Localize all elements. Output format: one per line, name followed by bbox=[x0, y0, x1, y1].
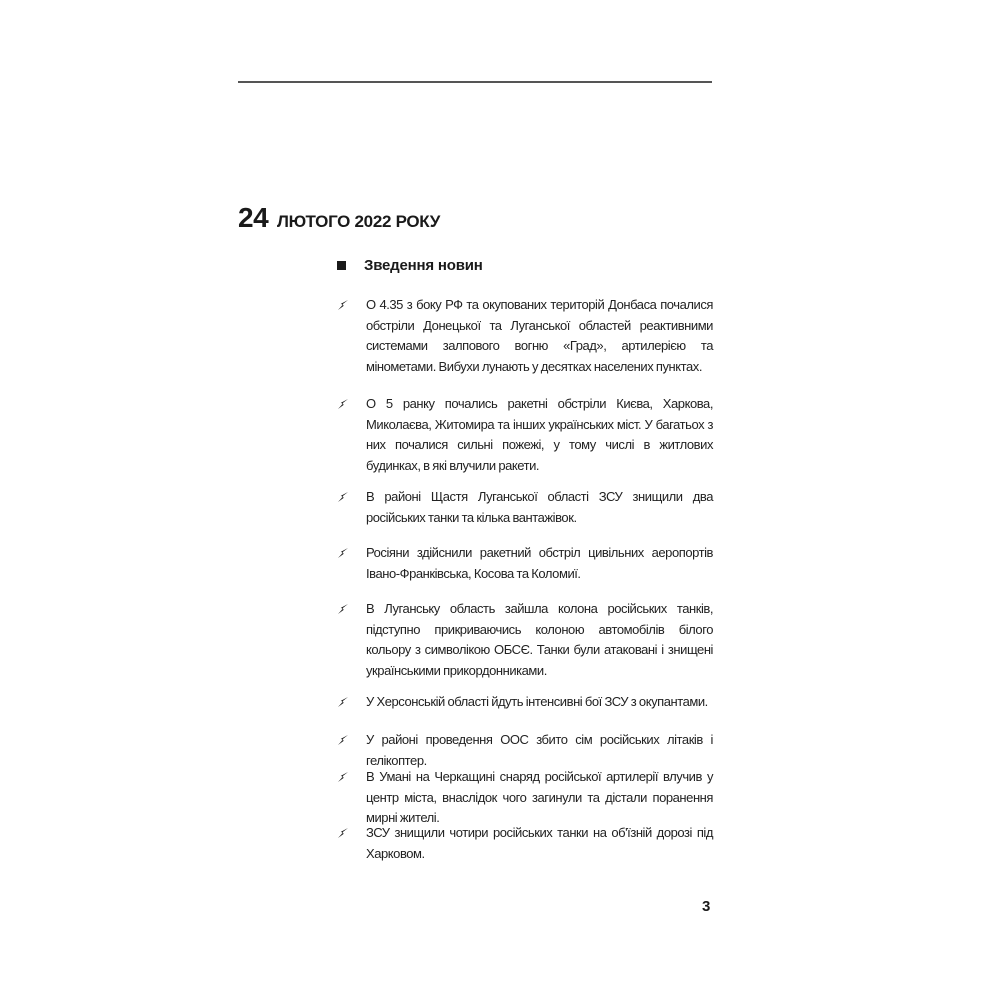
news-item-4 bbox=[337, 543, 713, 584]
news-item-6 bbox=[337, 692, 713, 713]
news-item-text: О 5 ранку почались ракетні обстріли Києва, Харкова, Миколаєва, Житомира та інших українських міст. У багатьох з них почалися сильні пожежі, у тому числі в житлових будинках, в які влучили ракети. bbox=[366, 396, 713, 473]
news-item-3 bbox=[337, 487, 713, 528]
news-item-2 bbox=[337, 394, 713, 476]
news-item-7 bbox=[337, 730, 713, 771]
date-heading-month-year: ЛЮТОГО 2022 РОКУ bbox=[277, 212, 441, 231]
news-item-text: В Умані на Черкащині снаряд російської артилерії влучив у центр міста, внаслідок чого загинули та дістали поранення мирні жителі. bbox=[366, 769, 713, 825]
news-item-text: У районі проведення ООС збито сім російських літаків і гелікоптер. bbox=[366, 732, 713, 768]
news-item-text: О 4.35 з боку РФ та окупованих територій Донбаса почалися обстріли Донецької та Луганської областей реактивними системами залпового вогню «Град», артилерією та мінометами. Вибухи лунають у десятках населених пунктах. bbox=[366, 297, 713, 374]
news-item-text: У Херсонській області йдуть інтенсивні бої ЗСУ з окупантами. bbox=[366, 694, 708, 709]
lightning-bolt-icon bbox=[337, 696, 349, 708]
top-divider bbox=[238, 81, 712, 83]
news-item-9 bbox=[337, 823, 713, 864]
news-item-5 bbox=[337, 599, 713, 681]
news-item-1 bbox=[337, 295, 713, 377]
news-item-text: В Луганську область зайшла колона російських танків, підступно прикриваючись колоною автомобілів білого кольору з символікою ОБСЄ. Танки були атаковані і знищені українськими прикордонниками. bbox=[366, 601, 713, 678]
section-title bbox=[337, 257, 483, 274]
lightning-bolt-icon bbox=[337, 491, 349, 503]
news-item-8 bbox=[337, 767, 713, 829]
lightning-bolt-icon bbox=[337, 603, 349, 615]
news-item-text: В районі Щастя Луганської області ЗСУ знищили два російських танки та кілька вантажівок. bbox=[366, 489, 713, 525]
lightning-bolt-icon bbox=[337, 827, 349, 839]
news-item-text: Росіяни здійснили ракетний обстріл цивільних аеропортів Івано-Франківська, Косова та Коломиї. bbox=[366, 545, 713, 581]
section-title-text: Зведення новин bbox=[364, 257, 483, 274]
lightning-bolt-icon bbox=[337, 771, 349, 783]
date-heading-day: 24 bbox=[238, 202, 269, 233]
lightning-bolt-icon bbox=[337, 299, 349, 311]
page-number: 3 bbox=[702, 898, 711, 915]
lightning-bolt-icon bbox=[337, 398, 349, 410]
lightning-bolt-icon bbox=[337, 547, 349, 559]
date-heading bbox=[238, 200, 440, 232]
lightning-bolt-icon bbox=[337, 734, 349, 746]
news-item-text: ЗСУ знищили чотири російських танки на об'їзній дорозі під Харковом. bbox=[366, 825, 713, 861]
square-bullet-icon bbox=[337, 261, 346, 270]
